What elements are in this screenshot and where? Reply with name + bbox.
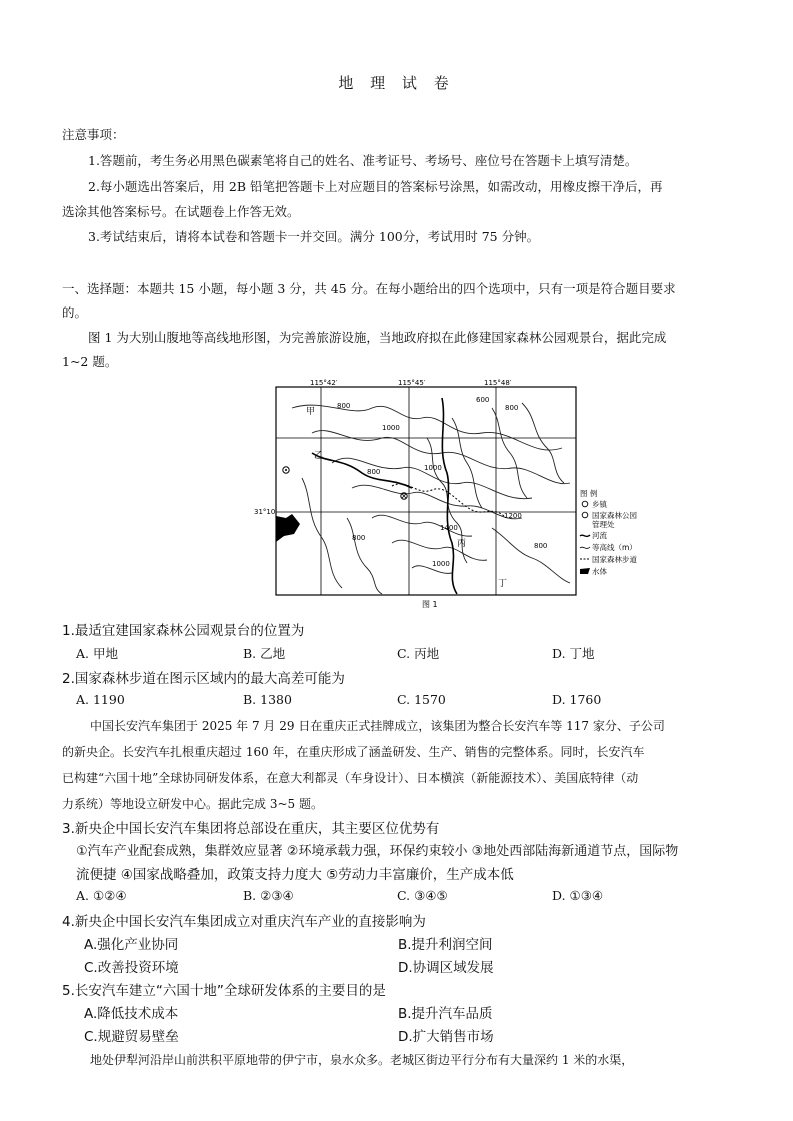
notice-item-2: 2.每小题选出答案后，用 2B 铅笔把答题卡上对应题目的答案标号涂黑，如需改动，用橡皮擦干净后，再 <box>88 179 663 194</box>
contour-label: 1000 <box>382 424 400 432</box>
q5-option-c: C.规避贸易壁垒 <box>84 1029 179 1045</box>
point-jia: 甲 <box>306 407 316 417</box>
q2-stem: 2.国家森林步道在图示区域内的最大高差可能为 <box>62 671 345 687</box>
q5-option-a: A.降低技术成本 <box>84 1006 179 1022</box>
legend-park-icon <box>582 512 588 518</box>
q3-stem: 3.新央企中国长安汽车集团将总部设在重庆，其主要区位优势有 <box>62 821 440 837</box>
legend-park-1: 国家森林公园 <box>592 511 637 520</box>
intro-changan-line2: 的新央企。长安汽车扎根重庆超过 160 年，在重庆形成了涵盖研发、生产、销售的完整体系。同时，长安汽车 <box>62 745 645 759</box>
lon-label-3: 115°48′ <box>484 379 512 387</box>
legend-contour-icon <box>580 547 590 548</box>
intro-changan-line3: 已构建“六国十地”全球协同研发体系，在意大利都灵（车身设计）、日本横滨（新能源技术）、美国底特律（动 <box>62 771 639 785</box>
q2-option-d: D. 1760 <box>552 692 602 707</box>
legend-contour: 等高线（m） <box>592 543 637 552</box>
intro-yining-line1: 地处伊犁河沿岸山前洪积平原地带的伊宁市，泉水众多。老城区街边平行分布有大量深约 1 米的水渠， <box>90 1053 634 1067</box>
intro-changan-line4: 力系统）等地设立研发中心。据此完成 3~5 题。 <box>62 797 323 811</box>
q1-option-a: A. 甲地 <box>76 646 118 661</box>
q5-option-b: B.提升汽车品质 <box>398 1006 493 1022</box>
q4-option-b: B.提升利润空间 <box>398 937 493 953</box>
point-bing: 丙 <box>457 539 467 549</box>
q1-option-c: C. 丙地 <box>397 646 440 661</box>
q3-option-c: C. ③④⑤ <box>397 888 448 903</box>
q2-option-b: B. 1380 <box>243 692 292 707</box>
notice-item-1: 1.答题前，考生务必用黑色碳素笔将自己的姓名、准考证号、考场号、座位号在答题卡上填写清楚。 <box>88 153 638 168</box>
q1-option-b: B. 乙地 <box>243 646 286 661</box>
q3-option-d: D. ①③④ <box>552 888 604 903</box>
q4-option-c: C.改善投资环境 <box>84 960 179 976</box>
lon-label-2: 115°45′ <box>398 379 426 387</box>
legend-water: 水体 <box>592 567 607 576</box>
intro-changan-line1: 中国长安汽车集团于 2025 年 7 月 29 日在重庆正式挂牌成立，该集团为整合长安汽车等 117 家分、子公司 <box>90 719 665 733</box>
q4-option-a: A.强化产业协同 <box>84 937 179 953</box>
legend-town-icon <box>582 501 588 507</box>
legend-trail: 国家森林步道 <box>592 555 637 564</box>
section-instruction: 一、选择题：本题共 15 小题，每小题 3 分，共 45 分。在每小题给出的四个选项中，只有一项是符合题目要求 <box>62 281 676 296</box>
contour-label: 1000 <box>432 560 450 568</box>
q2-option-c: C. 1570 <box>397 692 446 707</box>
q1-option-d: D. 丁地 <box>552 646 595 661</box>
intro-map-line1: 图 1 为大别山腹地等高线地形图，为完善旅游设施，当地政府拟在此修建国家森林公园观景台，据此完成 <box>88 330 667 345</box>
q3-option-a: A. ①②④ <box>76 888 127 903</box>
lat-label: 31°10′ <box>254 508 277 516</box>
contour-label: 1400 <box>440 524 458 532</box>
contour-map-figure <box>252 378 637 610</box>
contour-label: 800 <box>367 468 381 476</box>
legend-title: 图 例 <box>580 489 598 498</box>
page-title: 地 理 试 卷 <box>338 74 455 92</box>
notice-item-2-cont: 选涂其他答案标号。在试题卷上作答无效。 <box>62 204 300 219</box>
point-ding: 丁 <box>498 579 508 589</box>
contour-label: 1200 <box>504 512 522 520</box>
q1-stem: 1.最适宜建国家森林公园观景台的位置为 <box>62 623 305 639</box>
contour-label: 1000 <box>424 464 442 472</box>
contour-label: 600 <box>476 396 490 404</box>
legend-river-icon <box>580 535 590 536</box>
q5-option-d: D.扩大销售市场 <box>398 1029 494 1045</box>
legend-river: 河流 <box>592 531 607 540</box>
q4-option-d: D.协调区域发展 <box>398 960 494 976</box>
q3-statement-line1: ①汽车产业配套成熟，集群效应显著 ②环境承载力强，环保约束较小 ③地处西部陆海新通道节点，国际物 <box>76 844 679 859</box>
q3-option-b: B. ②③④ <box>243 888 294 903</box>
q5-stem: 5.长安汽车建立“六国十地”全球研发体系的主要目的是 <box>62 983 386 999</box>
contour-label: 800 <box>534 542 548 550</box>
legend-park-2: 管理处 <box>592 520 615 529</box>
lon-label-1: 115°42′ <box>310 379 338 387</box>
intro-map-line2: 1~2 题。 <box>62 354 118 369</box>
q2-option-a: A. 1190 <box>76 692 125 707</box>
q3-statement-line2: 流便捷 ④国家战略叠加，政策支持力度大 ⑤劳动力丰富廉价，生产成本低 <box>76 867 514 883</box>
section-instruction-cont: 的。 <box>62 305 88 320</box>
contour-label: 800 <box>352 534 366 542</box>
contour-label: 800 <box>337 402 351 410</box>
contour-label: 800 <box>505 404 519 412</box>
figure-caption: 图 1 <box>422 600 438 609</box>
q4-stem: 4.新央企中国长安汽车集团成立对重庆汽车产业的直接影响为 <box>62 914 426 930</box>
legend-town: 乡镇 <box>592 500 607 509</box>
map-legend <box>580 488 637 576</box>
notice-heading: 注意事项： <box>62 127 125 142</box>
legend-water-icon <box>580 568 590 574</box>
notice-item-3: 3.考试结束后，请将本试卷和答题卡一并交回。满分 100分，考试用时 75 分钟。 <box>88 229 540 244</box>
point-yi: 乙 <box>314 451 324 461</box>
